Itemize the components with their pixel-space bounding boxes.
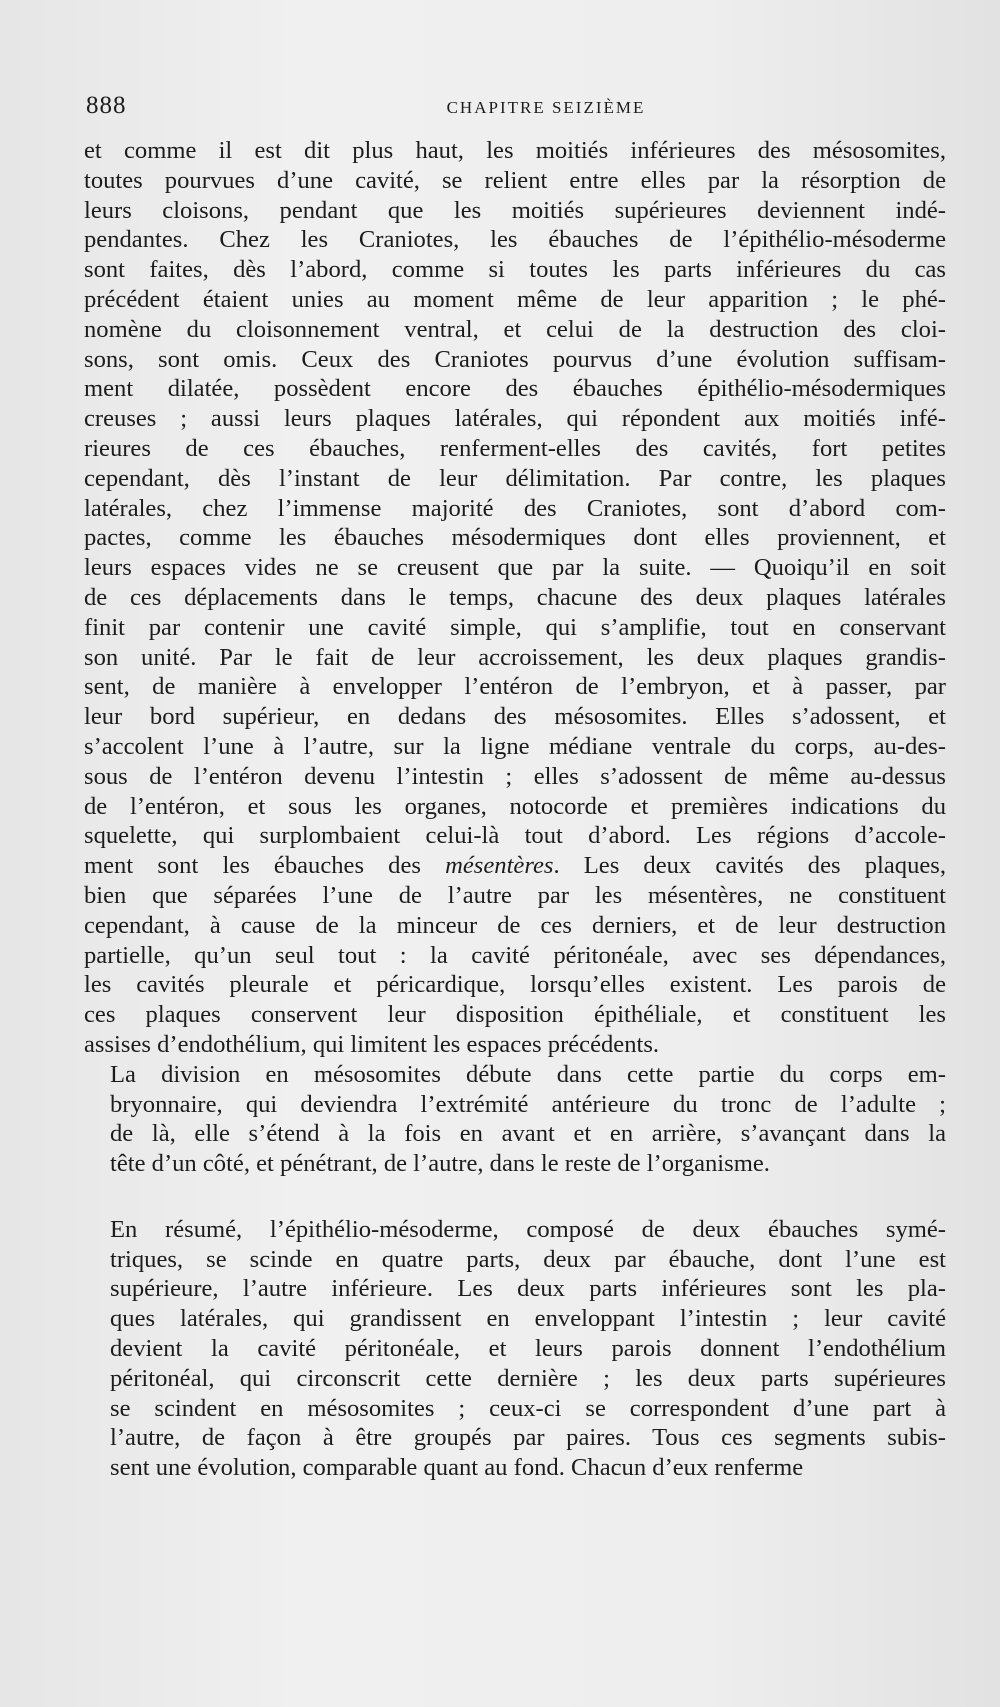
text-line: ces plaques conservent leur disposition épithéliale, et constituent les bbox=[84, 1001, 946, 1029]
chapter-title: CHAPITRE SEIZIÈME bbox=[446, 98, 646, 117]
paragraph-3 bbox=[84, 1215, 946, 1483]
page-number: 888 bbox=[86, 92, 127, 119]
text-line: La division en mésosomites débute dans cette partie du corps em- bbox=[110, 1060, 946, 1088]
text-line: son unité. Par le fait de leur accroissement, les deux plaques grandis- bbox=[84, 643, 946, 671]
text-line: s’accolent l’une à l’autre, sur la ligne médiane ventrale du corps, au-des- bbox=[84, 732, 946, 760]
text-line: tête d’un côté, et pénétrant, de l’autre, dans le reste de l’organisme. bbox=[110, 1150, 770, 1178]
text-line: squelette, qui surplombaient celui-là tout d’abord. Les régions d’accole- bbox=[84, 822, 946, 850]
text-line: de l’entéron, et sous les organes, notocorde et premières indications du bbox=[84, 792, 946, 820]
text-line: pactes, comme les ébauches mésodermiques dont elles proviennent, et bbox=[84, 524, 946, 552]
text-line: de là, elle s’étend à la fois en avant et en arrière, s’avançant dans la bbox=[110, 1120, 946, 1148]
text-line: péritonéal, qui circonscrit cette dernière ; les deux parts supérieures bbox=[110, 1364, 946, 1392]
text-line: leur bord supérieur, en dedans des mésosomites. Elles s’adossent, et bbox=[84, 703, 946, 731]
text-line: ment dilatée, possèdent encore des ébauches épithélio-mésodermiques bbox=[84, 375, 946, 403]
text-line: partielle, qu’un seul tout : la cavité péritonéale, avec ses dépendances, bbox=[84, 941, 946, 969]
text-line: leurs cloisons, pendant que les moitiés supérieures deviennent indé- bbox=[84, 196, 946, 224]
paragraph-2 bbox=[84, 1060, 946, 1179]
body-text bbox=[84, 136, 946, 1483]
text-line: sous de l’entéron devenu l’intestin ; elles s’adossent de même au-dessus bbox=[84, 762, 946, 790]
text-line: sent une évolution, comparable quant au fond. Chacun d’eux renferme bbox=[110, 1454, 804, 1482]
text-line: précédent étaient unies au moment même de leur apparition ; le phé- bbox=[84, 285, 946, 313]
text-line: ment sont les ébauches des mésentères. Les deux cavités des plaques, bbox=[84, 852, 946, 880]
paragraph-1 bbox=[84, 136, 946, 1060]
text-line: toutes pourvues d’une cavité, se relient entre elles par la résorption de bbox=[84, 166, 946, 194]
text-line: pendantes. Chez les Craniotes, les ébauches de l’épithélio-mésoderme bbox=[84, 226, 946, 254]
text-line: bryonnaire, qui deviendra l’extrémité antérieure du tronc de l’adulte ; bbox=[110, 1090, 946, 1118]
text-line: de ces déplacements dans le temps, chacune des deux plaques latérales bbox=[84, 583, 946, 611]
running-head bbox=[86, 92, 946, 126]
text-line: assises d’endothélium, qui limitent les espaces précédents. bbox=[84, 1030, 660, 1058]
text-line: les cavités pleurale et péricardique, lorsqu’elles existent. Les parois de bbox=[84, 971, 946, 999]
text-line: nomène du cloisonnement ventral, et celui de la destruction des cloi- bbox=[84, 315, 946, 343]
text-line: cependant, à cause de la minceur de ces derniers, et de leur destruction bbox=[84, 911, 946, 939]
text-line: triques, se scinde en quatre parts, deux par ébauche, dont l’une est bbox=[110, 1245, 946, 1273]
text-line: se scindent en mésosomites ; ceux-ci se correspondent d’une part à bbox=[110, 1394, 946, 1422]
text-line: rieures de ces ébauches, renferment-elles des cavités, fort petites bbox=[84, 434, 946, 462]
text-line: ques latérales, qui grandissent en enveloppant l’intestin ; leur cavité bbox=[110, 1305, 946, 1333]
text-line: devient la cavité péritonéale, et leurs parois donnent l’endothélium bbox=[110, 1335, 946, 1363]
text-line: cependant, dès l’instant de leur délimitation. Par contre, les plaques bbox=[84, 464, 946, 492]
text-line: sent, de manière à envelopper l’entéron de l’embryon, et à passer, par bbox=[84, 673, 946, 701]
text-line: finit par contenir une cavité simple, qui s’amplifie, tout en conservant bbox=[84, 613, 946, 641]
text-line: sont faites, dès l’abord, comme si toutes les parts inférieures du cas bbox=[84, 256, 946, 284]
text-line: sons, sont omis. Ceux des Craniotes pourvus d’une évolution suffisam- bbox=[84, 345, 946, 373]
text-line: latérales, chez l’immense majorité des Craniotes, sont d’abord com- bbox=[84, 494, 946, 522]
text-line: creuses ; aussi leurs plaques latérales, qui répondent aux moitiés infé- bbox=[84, 405, 946, 433]
text-line: bien que séparées l’une de l’autre par les mésentères, ne constituent bbox=[84, 881, 946, 909]
text-line: leurs espaces vides ne se creusent que par la suite. — Quoiqu’il en soit bbox=[84, 554, 946, 582]
text-line: et comme il est dit plus haut, les moitiés inférieures des mésosomites, bbox=[84, 137, 946, 164]
text-line: l’autre, de façon à être groupés par paires. Tous ces segments subis- bbox=[110, 1424, 946, 1452]
text-line: En résumé, l’épithélio-mésoderme, composé de deux ébauches symé- bbox=[110, 1215, 946, 1243]
text-line: supérieure, l’autre inférieure. Les deux parts inférieures sont les pla- bbox=[110, 1275, 946, 1303]
